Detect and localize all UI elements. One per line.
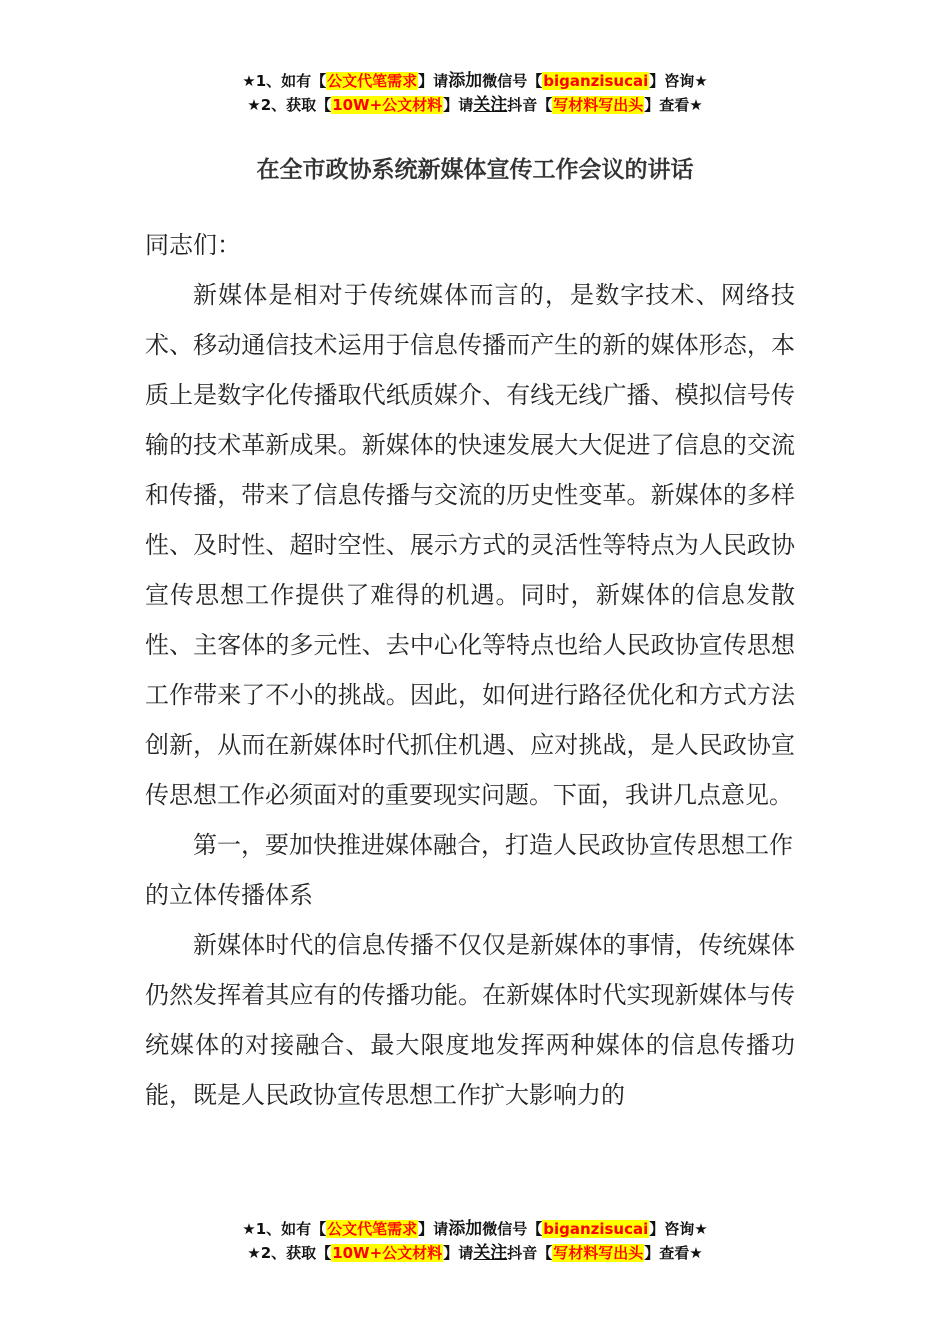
- promo-highlight-materials: 10W+公文材料: [332, 96, 443, 114]
- promo-text: 】请: [418, 72, 449, 90]
- promo-banner-bottom: [0, 1217, 950, 1265]
- body-paragraph: 新媒体是相对于传统媒体而言的，是数字技术、网络技术、移动通信技术运用于信息传播而产生的新的媒体形态，本质上是数字化传播取代纸质媒介、有线无线广播、模拟信号传输的技术革新成果。新媒体的快速发展大大促进了信息的交流和传播，带来了信息传播与交流的历史性变革。新媒体的多样性、及时性、超时空性、展示方式的灵活性等特点为人民政协宣传思想工作提供了难得的机遇。同时，新媒体的信息发散性、主客体的多元性、去中心化等特点也给人民政协宣传思想工作带来了不小的挑战。因此，如何进行路径优化和方式方法创新，从而在新媒体时代抓住机遇、应对挑战，是人民政协宣传思想工作必须面对的重要现实问题。下面，我讲几点意见。: [145, 281, 795, 809]
- promo-highlight-service: 公文代笔需求: [327, 1220, 418, 1238]
- promo-emphasis-add: 添加: [448, 1219, 483, 1239]
- promo-line-1: [0, 69, 950, 93]
- promo-text: 抖音【: [507, 96, 553, 114]
- promo-text: ★2、获取【: [247, 1244, 332, 1262]
- promo-emphasis-follow: 关注: [473, 1243, 508, 1263]
- promo-highlight-wechat-id: biganzisucai: [543, 72, 649, 90]
- promo-emphasis-add: 添加: [448, 71, 483, 91]
- promo-text: 】请: [443, 1244, 474, 1262]
- promo-emphasis-follow: 关注: [473, 95, 508, 115]
- promo-text: 】请: [418, 1220, 449, 1238]
- promo-text: ★1、如有【: [242, 1220, 327, 1238]
- promo-text: 微信号【: [482, 72, 543, 90]
- section-heading: 第一，要加快推进媒体融合，打造人民政协宣传思想工作的立体传播体系: [145, 831, 793, 909]
- promo-text: ★2、获取【: [247, 96, 332, 114]
- promo-text: 抖音【: [507, 1244, 553, 1262]
- promo-line-1: [0, 1217, 950, 1241]
- document-title: 在全市政协系统新媒体宣传工作会议的讲话: [256, 157, 694, 183]
- promo-text: 】咨询★: [649, 1220, 708, 1238]
- promo-line-2: [0, 93, 950, 117]
- promo-highlight-douyin: 写材料写出头: [553, 96, 644, 114]
- promo-text: 】查看★: [644, 1244, 703, 1262]
- promo-highlight-douyin: 写材料写出头: [553, 1244, 644, 1262]
- promo-highlight-materials: 10W+公文材料: [332, 1244, 443, 1262]
- promo-text: 】咨询★: [649, 72, 708, 90]
- promo-text: 】查看★: [644, 96, 703, 114]
- body-paragraph: 新媒体时代的信息传播不仅仅是新媒体的事情，传统媒体仍然发挥着其应有的传播功能。在新媒体时代实现新媒体与传统媒体的对接融合、最大限度地发挥两种媒体的信息传播功能，既是人民政协宣传思想工作扩大影响力的: [145, 931, 795, 1109]
- document-body: [145, 220, 795, 1120]
- promo-highlight-service: 公文代笔需求: [327, 72, 418, 90]
- promo-text: 】请: [443, 96, 474, 114]
- promo-line-2: [0, 1241, 950, 1265]
- promo-text: 微信号【: [482, 1220, 543, 1238]
- promo-text: ★1、如有【: [242, 72, 327, 90]
- promo-highlight-wechat-id: biganzisucai: [543, 1220, 649, 1238]
- salutation: 同志们：: [145, 231, 241, 259]
- promo-banner-top: [0, 69, 950, 117]
